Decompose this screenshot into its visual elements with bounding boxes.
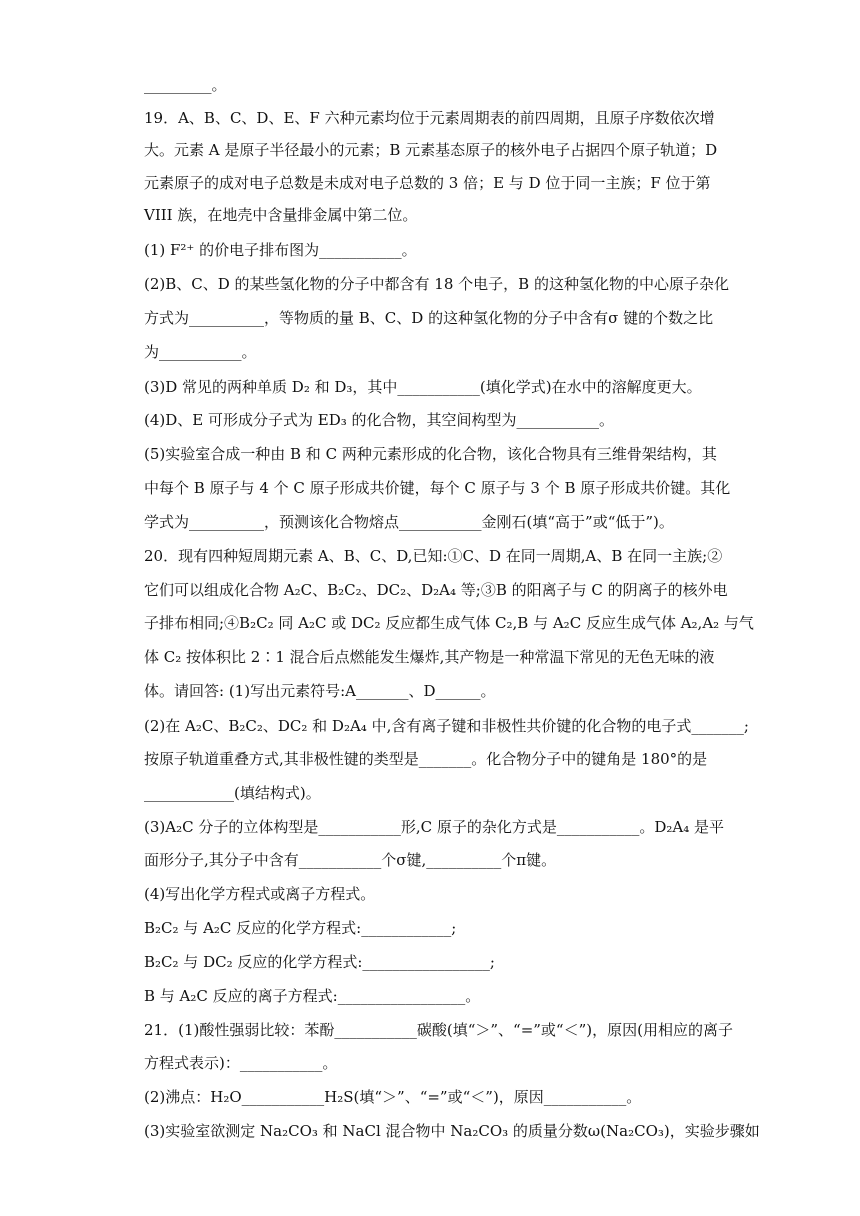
text-line: 体 C₂ 按体积比 2∶1 混合后点燃能发生爆炸,其产物是一种常温下常见的无色无味的液	[144, 648, 715, 666]
question-19-part-1: (1) F²⁺ 的价电子排布图为___________。	[144, 241, 417, 259]
text-line: 方程式表示)：___________。	[144, 1054, 338, 1072]
question-19-part-5: (5)实验室合成一种由 B 和 C 两种元素形成的化合物，该化合物具有三维骨架结构，其	[144, 445, 717, 463]
text-line: 元素原子的成对电子总数是未成对电子总数的 3 倍；E 与 D 位于同一主族；F 位于第	[144, 174, 711, 192]
text-line: 面形分子,其分子中含有___________个σ键,__________个π键。	[144, 851, 557, 869]
text-line: ____________(填结构式)。	[144, 784, 321, 802]
text-line: 按原子轨道重叠方式,其非极性键的类型是_______。化合物分子中的键角是 180°的是	[144, 750, 708, 768]
question-21-part-1: 21．(1)酸性强弱比较：苯酚___________碳酸(填“＞”、“=”或“＜”)，原因(用相应的离子	[144, 1021, 733, 1039]
question-19-part-4: (4)D、E 可形成分子式为 ED₃ 的化合物，其空间构型为___________。	[144, 411, 615, 429]
text-line: VIII 族，在地壳中含量排金属中第二位。	[144, 206, 418, 224]
text-line: B 与 A₂C 反应的离子方程式:_________________。	[144, 987, 481, 1005]
text-line: 为___________。	[144, 343, 257, 361]
text-line: 中每个 B 原子与 4 个 C 原子形成共价键，每个 C 原子与 3 个 B 原子形成共价键。其化	[144, 479, 731, 497]
question-19-intro: 19．A、B、C、D、E、F 六种元素均位于元素周期表的前四周期，且原子序数依次增	[144, 109, 715, 127]
text-line: B₂C₂ 与 A₂C 反应的化学方程式:____________;	[144, 919, 457, 937]
question-21-part-3: (3)实验室欲测定 Na₂CO₃ 和 NaCl 混合物中 Na₂CO₃ 的质量分数ω(Na₂CO₃)，实验步骤如	[144, 1122, 760, 1140]
question-19-part-3: (3)D 常见的两种单质 D₂ 和 D₃，其中___________(填化学式)在水中的溶解度更大。	[144, 378, 702, 396]
text-line: 它们可以组成化合物 A₂C、B₂C₂、DC₂、D₂A₄ 等;③B 的阳离子与 C 的阴离子的核外电	[144, 581, 728, 599]
question-20-part-4: (4)写出化学方程式或离子方程式。	[144, 885, 376, 903]
question-21-part-2: (2)沸点：H₂O___________H₂S(填“＞”、“=”或“＜”)，原因___________。	[144, 1088, 642, 1106]
question-20-intro: 20．现有四种短周期元素 A、B、C、D,已知:①C、D 在同一周期,A、B 在同一主族;②	[144, 547, 723, 565]
text-line: 大。元素 A 是原子半径最小的元素；B 元素基态原子的核外电子占据四个原子轨道；D	[144, 141, 718, 159]
question-20-part-2: (2)在 A₂C、B₂C₂、DC₂ 和 D₂A₄ 中,含有离子键和非极性共价键的化合物的电子式_______;	[144, 717, 749, 735]
text-line: _________。	[144, 76, 227, 94]
text-line: 体。请回答: (1)写出元素符号:A_______、D______。	[144, 682, 496, 700]
text-line: 子排布相同;④B₂C₂ 同 A₂C 或 DC₂ 反应都生成气体 C₂,B 与 A₂C 反应生成气体 A₂,A₂ 与气	[144, 614, 754, 632]
question-19-part-2: (2)B、C、D 的某些氢化物的分子中都含有 18 个电子，B 的这种氢化物的中心原子杂化	[144, 275, 729, 293]
text-line: B₂C₂ 与 DC₂ 反应的化学方程式:_________________;	[144, 953, 495, 971]
text-line: 学式为__________，预测该化合物熔点___________金刚石(填“高于”或“低于”)。	[144, 513, 674, 531]
text-line: 方式为__________，等物质的量 B、C、D 的这种氢化物的分子中含有σ 键的个数之比	[144, 309, 714, 327]
question-20-part-3: (3)A₂C 分子的立体构型是___________形,C 原子的杂化方式是___________。D₂A₄ 是平	[144, 818, 725, 836]
